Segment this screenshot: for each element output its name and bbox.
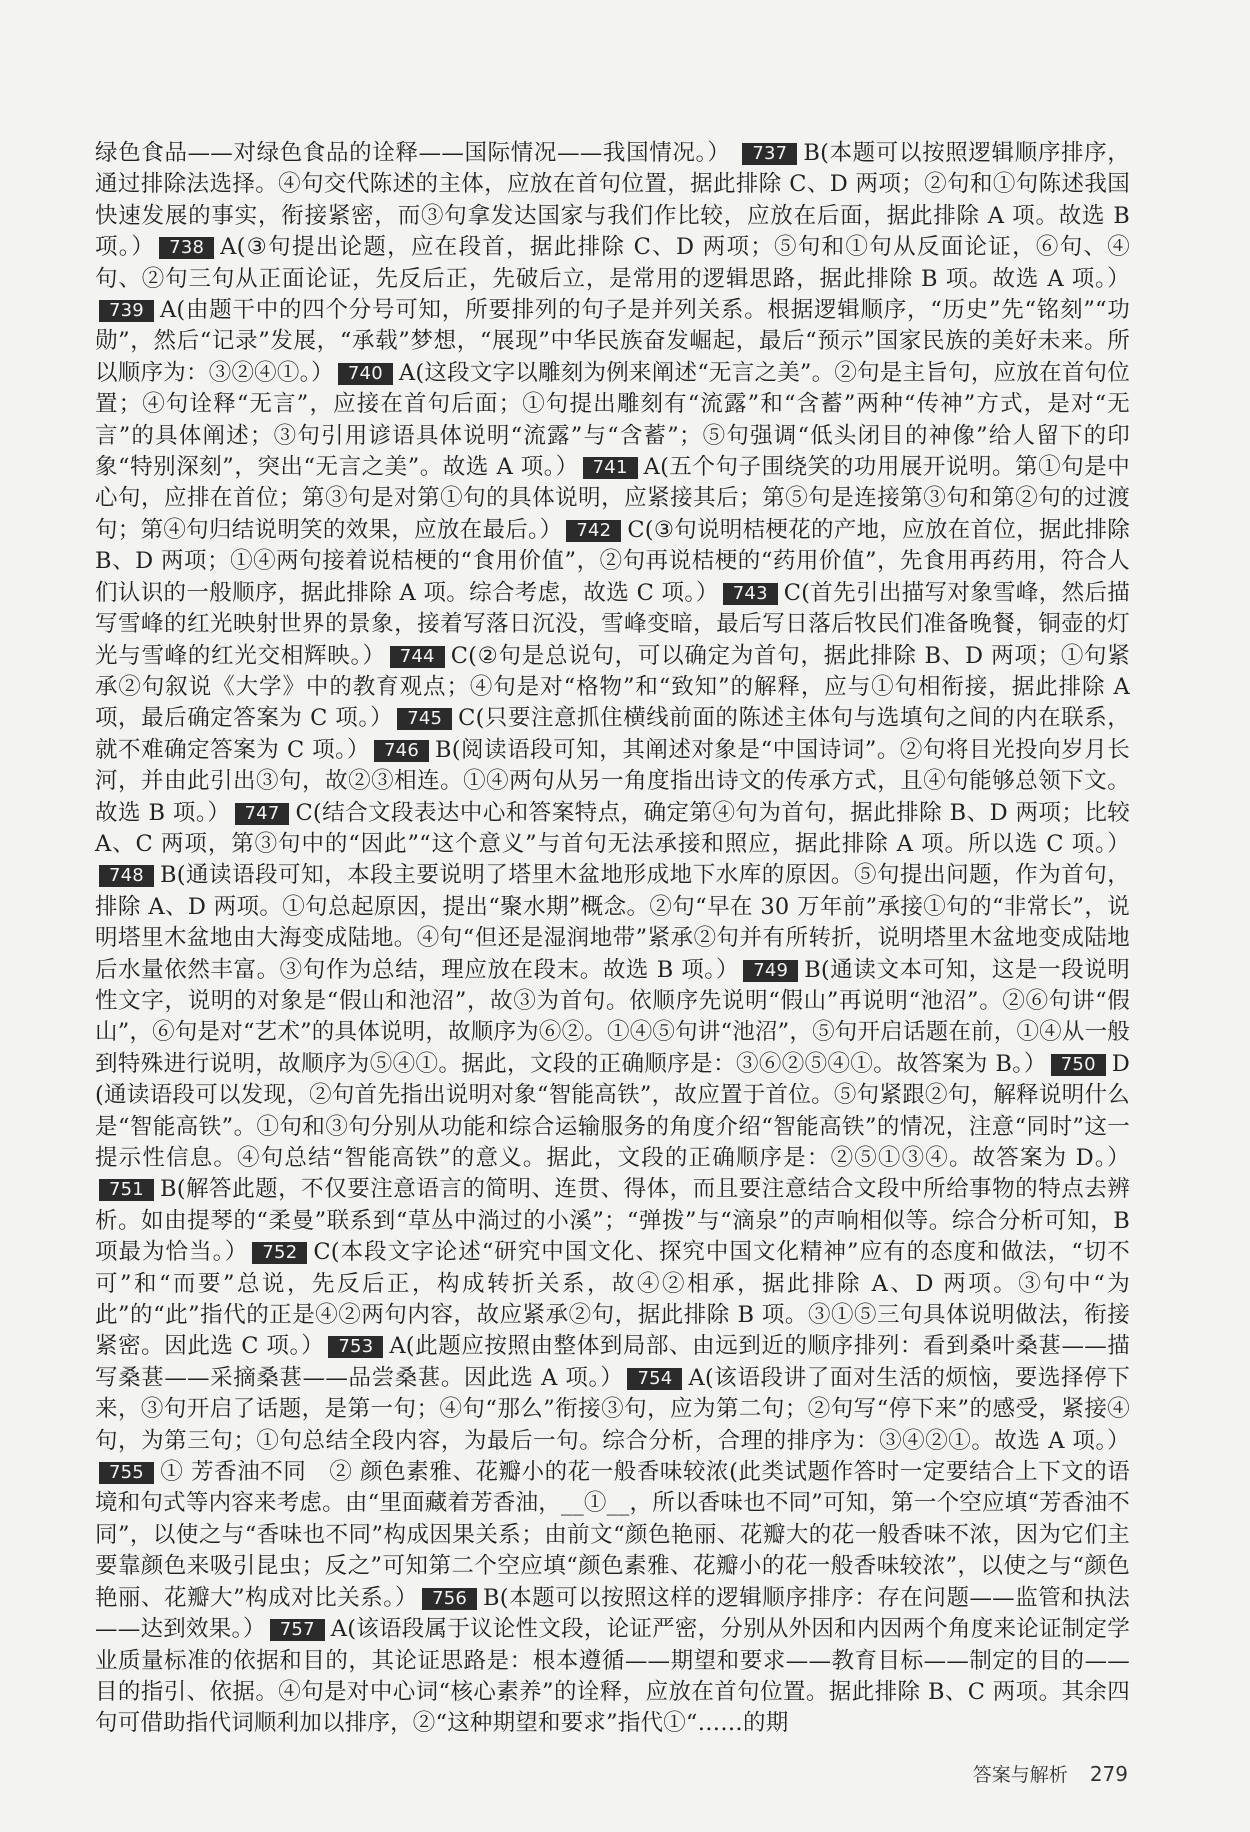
footer-label: 答案与解析 [972,1764,1068,1786]
answer-explanation: A(五个句子围绕笑的功用展开说明。第①句是中心句，应排在首位；第③句是对第①句的具体说明，应紧接其后；第⑤句是连接第③句和第②句的过渡句；第④句归结说明笑的效果，应放在最后。） [95,454,1130,543]
question-number-badge: 740 [338,363,393,385]
question-number-badge: 750 [1051,1054,1106,1076]
question-number-badge: 742 [566,520,621,542]
answer-explanation: B(通读文本可知，这是一段说明性文字，说明的对象是“假山和池沼”，故③为首句。依顺序先说明“假山”再说明“池沼”。②⑥句讲“假山”，⑥句是对“艺术”的具体说明，故顺序为⑥②。①④⑤句讲“池沼”，⑤句开启话题在前，①④从一般到特殊进行说明，故顺序为⑤④①。据此，文段的正确顺序是：③⑥②⑤④①。故答案为 B。） [95,956,1130,1077]
answer-explanation: B(通读语段可知，本段主要说明了塔里木盆地形成地下水库的原因。⑤句提出问题，作为首句，排除 A、D 两项。①句总起原因，提出“聚水期”概念。②句“早在 30 万年前”承接①句的“非常长”，说明塔里木盆地由大海变成陆地。④句“但还是湿润地带”紧承②句并有所转折，说明塔里木盆地变成陆地后水量依然丰富。③句作为总结，理应放在段末。故选 B 项。） [95,862,1130,983]
answer-explanation: C(③句说明桔梗花的产地，应放在首位，据此排除 B、D 两项；①④两句接着说桔梗的“食用价值”，②句再说桔梗的“药用价值”，先食用再药用，符合人们认识的一般顺序，据此排除 A 项。综合考虑，故选 C 项。） [95,516,1131,606]
answer-explanation: C(本段文字论述“研究中国文化、探究中国文化精神”应有的态度和做法，“切不可”和“而要”总说，先反后正，构成转折关系，故④②相承，据此排除 A、D 两项。③句中“为此”的“此”指代的正是④②两句内容，故应紧承②句，据此排除 B 项。③①⑤三句具体说明做法，衔接紧密。因此选 C 项。） [95,1239,1131,1360]
question-number-badge: 757 [270,1619,325,1641]
answer-explanation: C(②句是总说句，可以确定为首句，据此排除 B、D 两项；①句紧承②句叙说《大学》中的教育观点；④句是对“格物”和“致知”的解释，应与①句相衔接，据此排除 A 项，最后确定答案为 C 项。） [95,642,1130,732]
question-number-badge: 744 [390,646,445,668]
answer-explanation: B(解答此题，不仅要注意语言的简明、连贯、得体，而且要注意结合文段中所给事物的特点去辨析。如由提琴的“柔曼”联系到“草丛中淌过的小溪”；“弹拨”与“滴泉”的声响相似等。综合分析可知，B 项最为恰当。） [95,1176,1130,1266]
answer-explanation: A(这段文字以雕刻为例来阐述“无言之美”。②句是主旨句，应放在首句位置；④句诠释“无言”，应接在首句后面；①句提出雕刻有“流露”和“含蓄”两种“传神”方式，是对“无言”的具体阐述；③句引用谚语具体说明“流露”与“含蓄”；⑤句强调“低头闭目的神像”给人留下的印象“特别深刻”，突出“无言之美”。故选 A 项。） [95,359,1130,481]
answer-explanation: D(通读语段可以发现，②句首先指出说明对象“智能高铁”，故应置于首位。⑤句紧跟②句，解释说明什么是“智能高铁”。①句和③句分别从功能和综合运输服务的角度介绍“智能高铁”的情况，注意“同时”这一提示性信息。④句总结“智能高铁”的意义。据此，文段的正确顺序是：②⑤①③④。故答案为 D。） [95,1050,1130,1171]
intro-text: 绿色食品——对绿色食品的诠释——国际情况——我国情况。） [95,140,731,166]
question-number-badge: 754 [627,1368,682,1390]
answer-explanation: A(③句提出论题，应在段首，据此排除 C、D 两项；⑤句和①句从反面论证，⑥句、④句、②句三句从正面论证，先反后正，先破后立，是常用的逻辑思路，据此排除 B 项。故选 A 项。） [95,234,1130,292]
question-number-badge: 753 [328,1336,383,1358]
question-number-badge: 739 [99,300,154,322]
answer-explanation: C(首先引出描写对象雪峰，然后描写雪峰的红光映射世界的景象，接着写落日沉没，雪峰变暗，最后写日落后牧民们准备晚餐，铜壶的灯光与雪峰的红光交相辉映。） [95,579,1130,669]
question-number-badge: 747 [235,803,290,825]
question-number-badge: 743 [723,583,778,605]
question-number-badge: 756 [422,1588,477,1610]
question-number-badge: 737 [742,143,797,165]
answer-explanation: C(结合文段表达中心和答案特点，确定第④句为首句，据此排除 B、D 两项；比较 A、C 两项，第③句中的“因此”“这个意义”与首句无法承接和照应，据此排除 A 项。所以选 C 项。） [95,799,1130,857]
answer-explanation: A(该语段属于议论性文段，论证严密，分别从外因和内因两个角度来论证制定学业质量标准的依据和目的，其论证思路是：根本遵循——期望和要求——教育目标——制定的目的——目的指引、依据。④句是对中心词“核心素养”的诠释，应放在首句位置。据此排除 B、C 两项。其余四句可借助指代词顺利加以排序，②“这种期望和要求”指代①“……的期 [95,1616,1130,1737]
answer-explanation: A(该语段讲了面对生活的烦恼，要选择停下来，③句开启了话题，是第一句；④句“那么”衔接③句，应为第二句；②句写“停下来”的感受，紧接④句，为第三句；①句总结全段内容，为最后一句。综合分析，合理的排序为：③④②①。故选 A 项。） [95,1364,1130,1454]
page-number: 279 [1089,1762,1128,1786]
answer-explanation: C(只要注意抓住横线前面的陈述主体句与选填句之间的内在联系，就不难确定答案为 C 项。） [95,705,1130,763]
answer-list [95,140,1130,1736]
answer-explanation: ① 芳香油不同 ② 颜色素雅、花瓣小的花一般香味较浓(此类试题作答时一定要结合上下文的语境和句式等内容来考虑。由“里面藏着芳香油，__①__，所以香味也不同”可知，第一个空应填“芳香油不同”，以使之与“香味也不同”构成因果关系；由前文“颜色艳丽、花瓣大的花一般香味不浓，因为它们主要靠颜色来吸引昆虫；反之”可知第二个空应填“颜色素雅、花瓣小的花一般香味较浓”，以使之与“颜色艳丽、花瓣大”构成对比关系。） [95,1459,1130,1611]
question-number-badge: 752 [252,1242,307,1264]
answer-explanation: B(阅读语段可知，其阐述对象是“中国诗词”。②句将目光投向岁月长河，并由此引出③句，故②③相连。①④两句从另一角度指出诗文的传承方式，且④句能够总领下文。故选 B 项。） [95,736,1130,826]
question-number-badge: 738 [159,237,214,259]
question-number-badge: 755 [99,1462,154,1484]
answer-explanation: B(本题可以按照这样的逻辑顺序排序：存在问题——监管和执法——达到效果。） [95,1584,1130,1643]
page-footer [973,1760,1128,1787]
question-number-badge: 745 [397,708,452,730]
question-number-badge: 748 [99,865,154,887]
answer-explanation: A(此题应按照由整体到局部、由远到近的顺序排列：看到桑叶桑葚——描写桑葚——采摘桑葚——品尝桑葚。因此选 A 项。） [95,1333,1130,1391]
question-number-badge: 746 [374,740,429,762]
answer-text-block [95,138,1130,1740]
question-number-badge: 741 [583,457,638,479]
question-number-badge: 749 [743,960,798,982]
answer-explanation: A(由题干中的四个分号可知，所要排列的句子是并列关系。根据逻辑顺序，“历史”先“铭刻”“功勋”，然后“记录”发展，“承载”梦想，“展现”中华民族奋发崛起，最后“预示”国家民族的美好未来。所以顺序为：③②④①。） [95,297,1130,386]
question-number-badge: 751 [99,1179,154,1201]
answer-explanation: B(本题可以按照逻辑顺序排序，通过排除法选择。④句交代陈述的主体，应放在首句位置，据此排除 C、D 两项；②句和①句陈述我国快速发展的事实，衔接紧密，而③句拿发达国家与我们作比较，应放在后面，据此排除 A 项。故选 B 项。） [95,140,1130,261]
